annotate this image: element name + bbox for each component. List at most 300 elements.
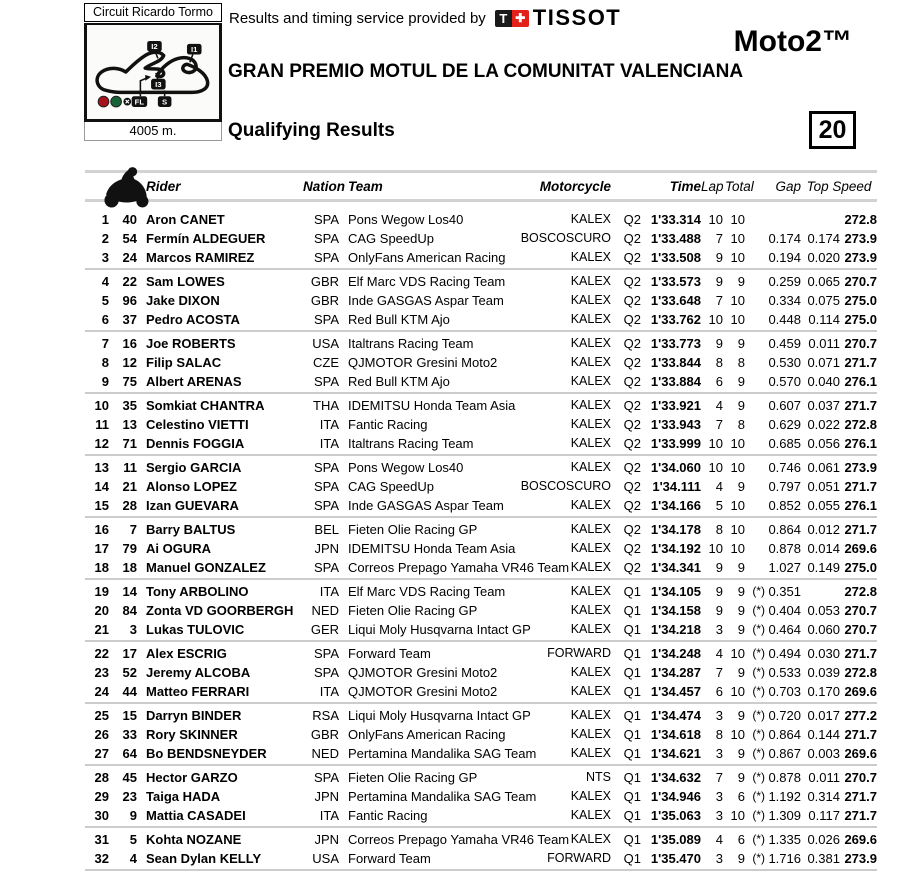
rider-name: Manuel GONZALEZ [146, 559, 266, 575]
gap-to-first: 0.570 [768, 373, 801, 389]
top-speed: 270.7 [844, 335, 877, 351]
gap-to-previous: 0.014 [807, 540, 840, 556]
gap-to-previous: 0.030 [807, 645, 840, 661]
position: 25 [94, 707, 109, 723]
session: Q2 [623, 540, 641, 556]
rider-name: Celestino VIETTI [146, 416, 249, 432]
lap-time: 1'34.166 [650, 497, 701, 513]
total-laps: 9 [737, 559, 745, 575]
top-speed: 272.8 [844, 583, 877, 599]
lap-count: 9 [715, 273, 723, 289]
rider-number: 5 [129, 831, 137, 847]
row-group [85, 516, 877, 578]
table-row [85, 415, 877, 434]
table-row [85, 372, 877, 391]
rider-name: Zonta VD GOORBERGH [146, 602, 294, 618]
gap-to-first: 0.194 [768, 249, 801, 265]
motorcycle: FORWARD [547, 645, 611, 660]
table-row [85, 706, 877, 725]
lap-time: 1'34.946 [650, 788, 701, 804]
nation: JPN [314, 540, 339, 556]
position: 28 [94, 769, 109, 785]
lap-time: 1'34.248 [650, 645, 701, 661]
q1-marker: (*) [752, 621, 765, 636]
session: Q1 [623, 683, 641, 699]
table-row [85, 539, 877, 558]
q1-marker: (*) [752, 769, 765, 784]
rider-number: 84 [122, 602, 137, 618]
top-speed: 271.7 [844, 397, 877, 413]
top-speed: 272.8 [844, 416, 877, 432]
lap-time: 1'33.508 [650, 249, 701, 265]
motorcycle: KALEX [570, 373, 611, 388]
top-speed: 269.6 [844, 831, 877, 847]
lap-time: 1'34.218 [650, 621, 701, 637]
team: Fantic Racing [348, 416, 428, 432]
col-rider: Rider [146, 178, 181, 194]
lap-time: 1'34.632 [650, 769, 701, 785]
total-laps: 6 [737, 831, 745, 847]
class-title: Moto2™ [733, 25, 852, 58]
nation: SPA [313, 664, 339, 680]
table-row [85, 334, 877, 353]
team: OnlyFans American Racing [348, 249, 506, 265]
team: CAG SpeedUp [348, 478, 434, 494]
gap-to-previous: 0.012 [807, 521, 840, 537]
table-row [85, 396, 877, 415]
motorcycle: KALEX [570, 354, 611, 369]
motorcycle: KALEX [570, 726, 611, 741]
table-row [85, 644, 877, 663]
gap-to-first: 0.864 [768, 726, 801, 742]
gap-to-previous: 0.071 [807, 354, 840, 370]
top-speed: 271.7 [844, 807, 877, 823]
gap-to-first: 0.464 [768, 621, 801, 637]
total-laps: 9 [737, 602, 745, 618]
top-speed: 272.8 [844, 664, 877, 680]
row-group [85, 578, 877, 640]
rider-number: 28 [122, 497, 137, 513]
lap-count: 7 [715, 664, 723, 680]
rider-name: Hector GARZO [146, 769, 238, 785]
rider-name: Joe ROBERTS [146, 335, 236, 351]
lap-count: 3 [715, 707, 723, 723]
team: Elf Marc VDS Racing Team [348, 583, 506, 599]
rider-name: Sam LOWES [146, 273, 225, 289]
row-group [85, 330, 877, 392]
gap-to-previous: 0.170 [807, 683, 840, 699]
gap-to-previous: 0.040 [807, 373, 840, 389]
col-motorcycle: Motorcycle [539, 178, 611, 194]
rider-number: 33 [122, 726, 137, 742]
lap-count: 9 [715, 602, 723, 618]
rider-name: Bo BENDSNEYDER [146, 745, 267, 761]
gap-to-first: 0.703 [768, 683, 801, 699]
total-laps: 10 [730, 249, 745, 265]
nation: NED [311, 745, 339, 761]
position: 23 [94, 664, 109, 680]
top-speed: 273.9 [844, 249, 877, 265]
gap-to-previous: 0.149 [807, 559, 840, 575]
table-row [85, 744, 877, 763]
gap-to-previous: 0.022 [807, 416, 840, 432]
rider-number: 4 [129, 850, 137, 866]
position: 22 [94, 645, 109, 661]
rider-name: Sean Dylan KELLY [146, 850, 262, 866]
position: 31 [94, 831, 109, 847]
nation: THA [313, 397, 339, 413]
position: 14 [94, 478, 109, 494]
position: 19 [94, 583, 109, 599]
results-table [85, 170, 877, 871]
rider-name: Tony ARBOLINO [146, 583, 249, 599]
gap-to-previous: 0.011 [808, 335, 840, 351]
rider-number: 75 [122, 373, 137, 389]
table-row [85, 558, 877, 577]
table-row [85, 830, 877, 849]
table-row [85, 582, 877, 601]
rider-name: Aron CANET [146, 211, 225, 227]
total-laps: 9 [737, 621, 745, 637]
team: Forward Team [348, 850, 431, 866]
motorcycle: KALEX [570, 273, 611, 288]
team: Forward Team [348, 645, 431, 661]
lap-time: 1'35.089 [650, 831, 701, 847]
lap-count: 9 [715, 249, 723, 265]
session: Q2 [623, 230, 641, 246]
rider-number: 44 [122, 683, 137, 699]
col-total: Total [725, 178, 754, 194]
gap-to-first: 0.864 [768, 521, 801, 537]
motorcycle: BOSCOSCURO [520, 230, 611, 245]
total-laps: 9 [737, 273, 745, 289]
tissot-cross-icon: ✚ [512, 10, 529, 27]
gap-to-previous: 0.075 [807, 292, 840, 308]
col-team: Team [348, 178, 383, 194]
q1-marker: (*) [752, 831, 765, 846]
rider-number: 16 [122, 335, 137, 351]
row-group [85, 826, 877, 869]
nation: SPA [313, 373, 339, 389]
event-title: GRAN PREMIO MOTUL DE LA COMUNITAT VALENCIANA [228, 61, 744, 82]
cross-dot-icon [123, 98, 131, 106]
top-speed: 271.7 [844, 354, 877, 370]
top-speed: 273.9 [844, 459, 877, 475]
track-length: 4005 m. [84, 122, 222, 141]
svg-text:S: S [162, 97, 168, 107]
session: Q2 [623, 273, 641, 289]
page-number: 20 [809, 111, 856, 149]
motorcycle: NTS [586, 769, 611, 784]
top-speed: 273.9 [844, 850, 877, 866]
motorcycle: KALEX [570, 521, 611, 536]
rider-number: 37 [122, 311, 137, 327]
rider-name: Jake DIXON [146, 292, 220, 308]
table-row [85, 663, 877, 682]
nation: SPA [313, 478, 339, 494]
session: Q1 [623, 726, 641, 742]
rider-number: 7 [129, 521, 137, 537]
rider-number: 64 [122, 745, 137, 761]
top-speed: 269.6 [844, 540, 877, 556]
gap-to-first: 0.878 [768, 769, 801, 785]
gap-to-previous: 0.055 [807, 497, 840, 513]
top-speed: 273.9 [844, 230, 877, 246]
gap-to-previous: 0.051 [807, 478, 840, 494]
total-laps: 10 [730, 459, 745, 475]
gap-to-first: 1.027 [768, 559, 801, 575]
position: 20 [94, 602, 109, 618]
gap-to-first: 0.530 [768, 354, 801, 370]
session: Q1 [623, 788, 641, 804]
position: 3 [101, 249, 109, 265]
position: 11 [95, 416, 109, 432]
marker-i1 [187, 44, 202, 55]
table-row [85, 806, 877, 825]
team: IDEMITSU Honda Team Asia [348, 540, 516, 556]
col-lap: Lap [701, 178, 724, 194]
nation: JPN [314, 788, 339, 804]
session: Q2 [623, 335, 641, 351]
rider-number: 40 [122, 211, 137, 227]
lap-count: 3 [715, 745, 723, 761]
lap-count: 10 [708, 540, 723, 556]
nation: ITA [319, 435, 339, 451]
position: 26 [94, 726, 109, 742]
q1-marker: (*) [752, 683, 765, 698]
green-dot-icon [111, 96, 122, 107]
team: Pons Wegow Los40 [348, 459, 464, 475]
lap-count: 7 [715, 230, 723, 246]
nation: BEL [314, 521, 339, 537]
lap-time: 1'33.943 [650, 416, 701, 432]
lap-time: 1'33.999 [650, 435, 701, 451]
motorcycle: KALEX [570, 416, 611, 431]
motorcycle: KALEX [570, 583, 611, 598]
gap-to-previous: 0.003 [807, 745, 840, 761]
rider-number: 13 [122, 416, 137, 432]
total-laps: 10 [730, 230, 745, 246]
lap-count: 8 [715, 354, 723, 370]
gap-to-previous: 0.065 [807, 273, 840, 289]
lap-time: 1'34.111 [652, 478, 701, 494]
lap-count: 3 [715, 807, 723, 823]
q1-marker: (*) [752, 850, 765, 865]
lap-count: 4 [715, 831, 723, 847]
nation: NED [311, 602, 339, 618]
gap-to-first: 0.797 [768, 478, 801, 494]
motorcycle: KALEX [570, 249, 611, 264]
nation: ITA [319, 583, 339, 599]
lap-time: 1'34.457 [650, 683, 701, 699]
nation: SPA [313, 311, 339, 327]
row-group [85, 640, 877, 702]
gap-to-first: 0.867 [768, 745, 801, 761]
rider-number: 22 [122, 273, 137, 289]
q1-marker: (*) [752, 745, 765, 760]
total-laps: 10 [730, 497, 745, 513]
gap-to-previous: 0.056 [807, 435, 840, 451]
lap-time: 1'34.192 [650, 540, 701, 556]
rider-name: Dennis FOGGIA [146, 435, 245, 451]
rider-number: 23 [122, 788, 137, 804]
motorcycle: KALEX [570, 559, 611, 574]
table-row [85, 496, 877, 515]
lap-time: 1'34.474 [650, 707, 701, 723]
top-speed: 276.1 [844, 373, 877, 389]
team: Pertamina Mandalika SAG Team [348, 788, 537, 804]
gap-to-previous: 0.017 [807, 707, 840, 723]
gap-to-first: 0.746 [768, 459, 801, 475]
nation: SPA [313, 559, 339, 575]
lap-time: 1'34.287 [650, 664, 701, 680]
lap-time: 1'33.844 [650, 354, 701, 370]
team: Fieten Olie Racing GP [348, 769, 478, 785]
position: 9 [101, 373, 109, 389]
gap-to-first: 0.878 [768, 540, 801, 556]
gap-to-first: 0.533 [768, 664, 801, 680]
table-row [85, 229, 877, 248]
top-speed: 271.7 [844, 788, 877, 804]
lap-count: 4 [715, 397, 723, 413]
svg-text:I3: I3 [155, 80, 162, 90]
svg-text:I1: I1 [191, 45, 198, 55]
nation: GBR [310, 273, 339, 289]
team: Pertamina Mandalika SAG Team [348, 745, 537, 761]
session: Q1 [623, 621, 641, 637]
lap-time: 1'34.158 [650, 602, 701, 618]
team: Italtrans Racing Team [348, 335, 474, 351]
total-laps: 9 [737, 397, 745, 413]
top-speed: 271.7 [844, 521, 877, 537]
rider-name: Alonso LOPEZ [146, 478, 237, 494]
nation: ITA [319, 807, 339, 823]
table-body [85, 208, 877, 871]
gap-to-first: 0.351 [768, 583, 801, 599]
motorcycle: KALEX [570, 683, 611, 698]
team: QJMOTOR Gresini Moto2 [348, 664, 498, 680]
team: Pons Wegow Los40 [348, 211, 464, 227]
table-row [85, 620, 877, 639]
table-row [85, 849, 877, 868]
row-group [85, 208, 877, 268]
lap-time: 1'33.921 [650, 397, 701, 413]
nation: SPA [313, 230, 339, 246]
lap-time: 1'35.063 [650, 807, 701, 823]
lap-time: 1'34.105 [650, 583, 701, 599]
q1-marker: (*) [752, 788, 765, 803]
motorcycle: KALEX [570, 602, 611, 617]
lap-time: 1'34.341 [650, 559, 701, 575]
table-row [85, 434, 877, 453]
lap-count: 9 [715, 335, 723, 351]
session-title: Qualifying Results [228, 120, 395, 141]
motorcycle: KALEX [570, 211, 611, 226]
session: Q2 [623, 211, 641, 227]
q1-marker: (*) [752, 664, 765, 679]
col-top-speed: Top Speed [806, 178, 872, 194]
team: QJMOTOR Gresini Moto2 [348, 683, 498, 699]
lap-count: 10 [708, 435, 723, 451]
nation: GER [310, 621, 339, 637]
gap-to-first: 0.259 [768, 273, 801, 289]
motorcycle: KALEX [570, 707, 611, 722]
gap-to-first: 0.459 [768, 335, 801, 351]
motorcycle: KALEX [570, 435, 611, 450]
session: Q2 [623, 435, 641, 451]
col-time: Time [669, 178, 701, 194]
nation: RSA [312, 707, 339, 723]
lap-time: 1'33.773 [650, 335, 701, 351]
motorcycle: KALEX [570, 664, 611, 679]
gap-to-first: 1.309 [768, 807, 801, 823]
rider-name: Darryn BINDER [146, 707, 242, 723]
rider-number: 12 [122, 354, 137, 370]
q1-marker: (*) [752, 707, 765, 722]
lap-time: 1'35.470 [650, 850, 701, 866]
session: Q1 [623, 645, 641, 661]
team: IDEMITSU Honda Team Asia [348, 397, 516, 413]
gap-to-first: 0.685 [768, 435, 801, 451]
gap-to-first: 0.494 [768, 645, 801, 661]
total-laps: 10 [730, 726, 745, 742]
top-speed: 277.2 [844, 707, 877, 723]
position: 30 [94, 807, 109, 823]
position: 2 [101, 230, 109, 246]
gap-to-previous: 0.174 [807, 230, 840, 246]
team: Fieten Olie Racing GP [348, 521, 478, 537]
nation: USA [312, 335, 339, 351]
total-laps: 9 [737, 583, 745, 599]
red-dot-icon [98, 96, 109, 107]
rider-number: 17 [122, 645, 137, 661]
motorcycle: KALEX [570, 335, 611, 350]
rider-name: Taiga HADA [146, 788, 221, 804]
session: Q2 [623, 311, 641, 327]
top-speed: 272.8 [844, 211, 877, 227]
gap-to-first: 0.720 [768, 707, 801, 723]
top-speed: 271.7 [844, 478, 877, 494]
team: Red Bull KTM Ajo [348, 373, 450, 389]
table-row [85, 682, 877, 701]
lap-count: 10 [708, 311, 723, 327]
position: 12 [94, 435, 109, 451]
gap-to-previous: 0.314 [807, 788, 840, 804]
lap-time: 1'33.884 [650, 373, 701, 389]
session: Q2 [623, 292, 641, 308]
top-speed: 270.7 [844, 602, 877, 618]
top-speed: 270.7 [844, 621, 877, 637]
rider-name: Pedro ACOSTA [146, 311, 240, 327]
table-row [85, 353, 877, 372]
table-row [85, 477, 877, 496]
rider-number: 35 [122, 397, 137, 413]
total-laps: 10 [730, 311, 745, 327]
team: Inde GASGAS Aspar Team [348, 292, 504, 308]
top-speed: 269.6 [844, 683, 877, 699]
position: 10 [94, 397, 109, 413]
rider-number: 18 [122, 559, 137, 575]
table-row [85, 291, 877, 310]
nation: ITA [319, 683, 339, 699]
lap-count: 5 [715, 497, 723, 513]
total-laps: 9 [737, 335, 745, 351]
gap-to-previous: 0.039 [807, 664, 840, 680]
table-row [85, 520, 877, 539]
motorcycle: KALEX [570, 831, 611, 846]
lap-count: 10 [708, 459, 723, 475]
gap-to-previous: 0.117 [808, 807, 840, 823]
